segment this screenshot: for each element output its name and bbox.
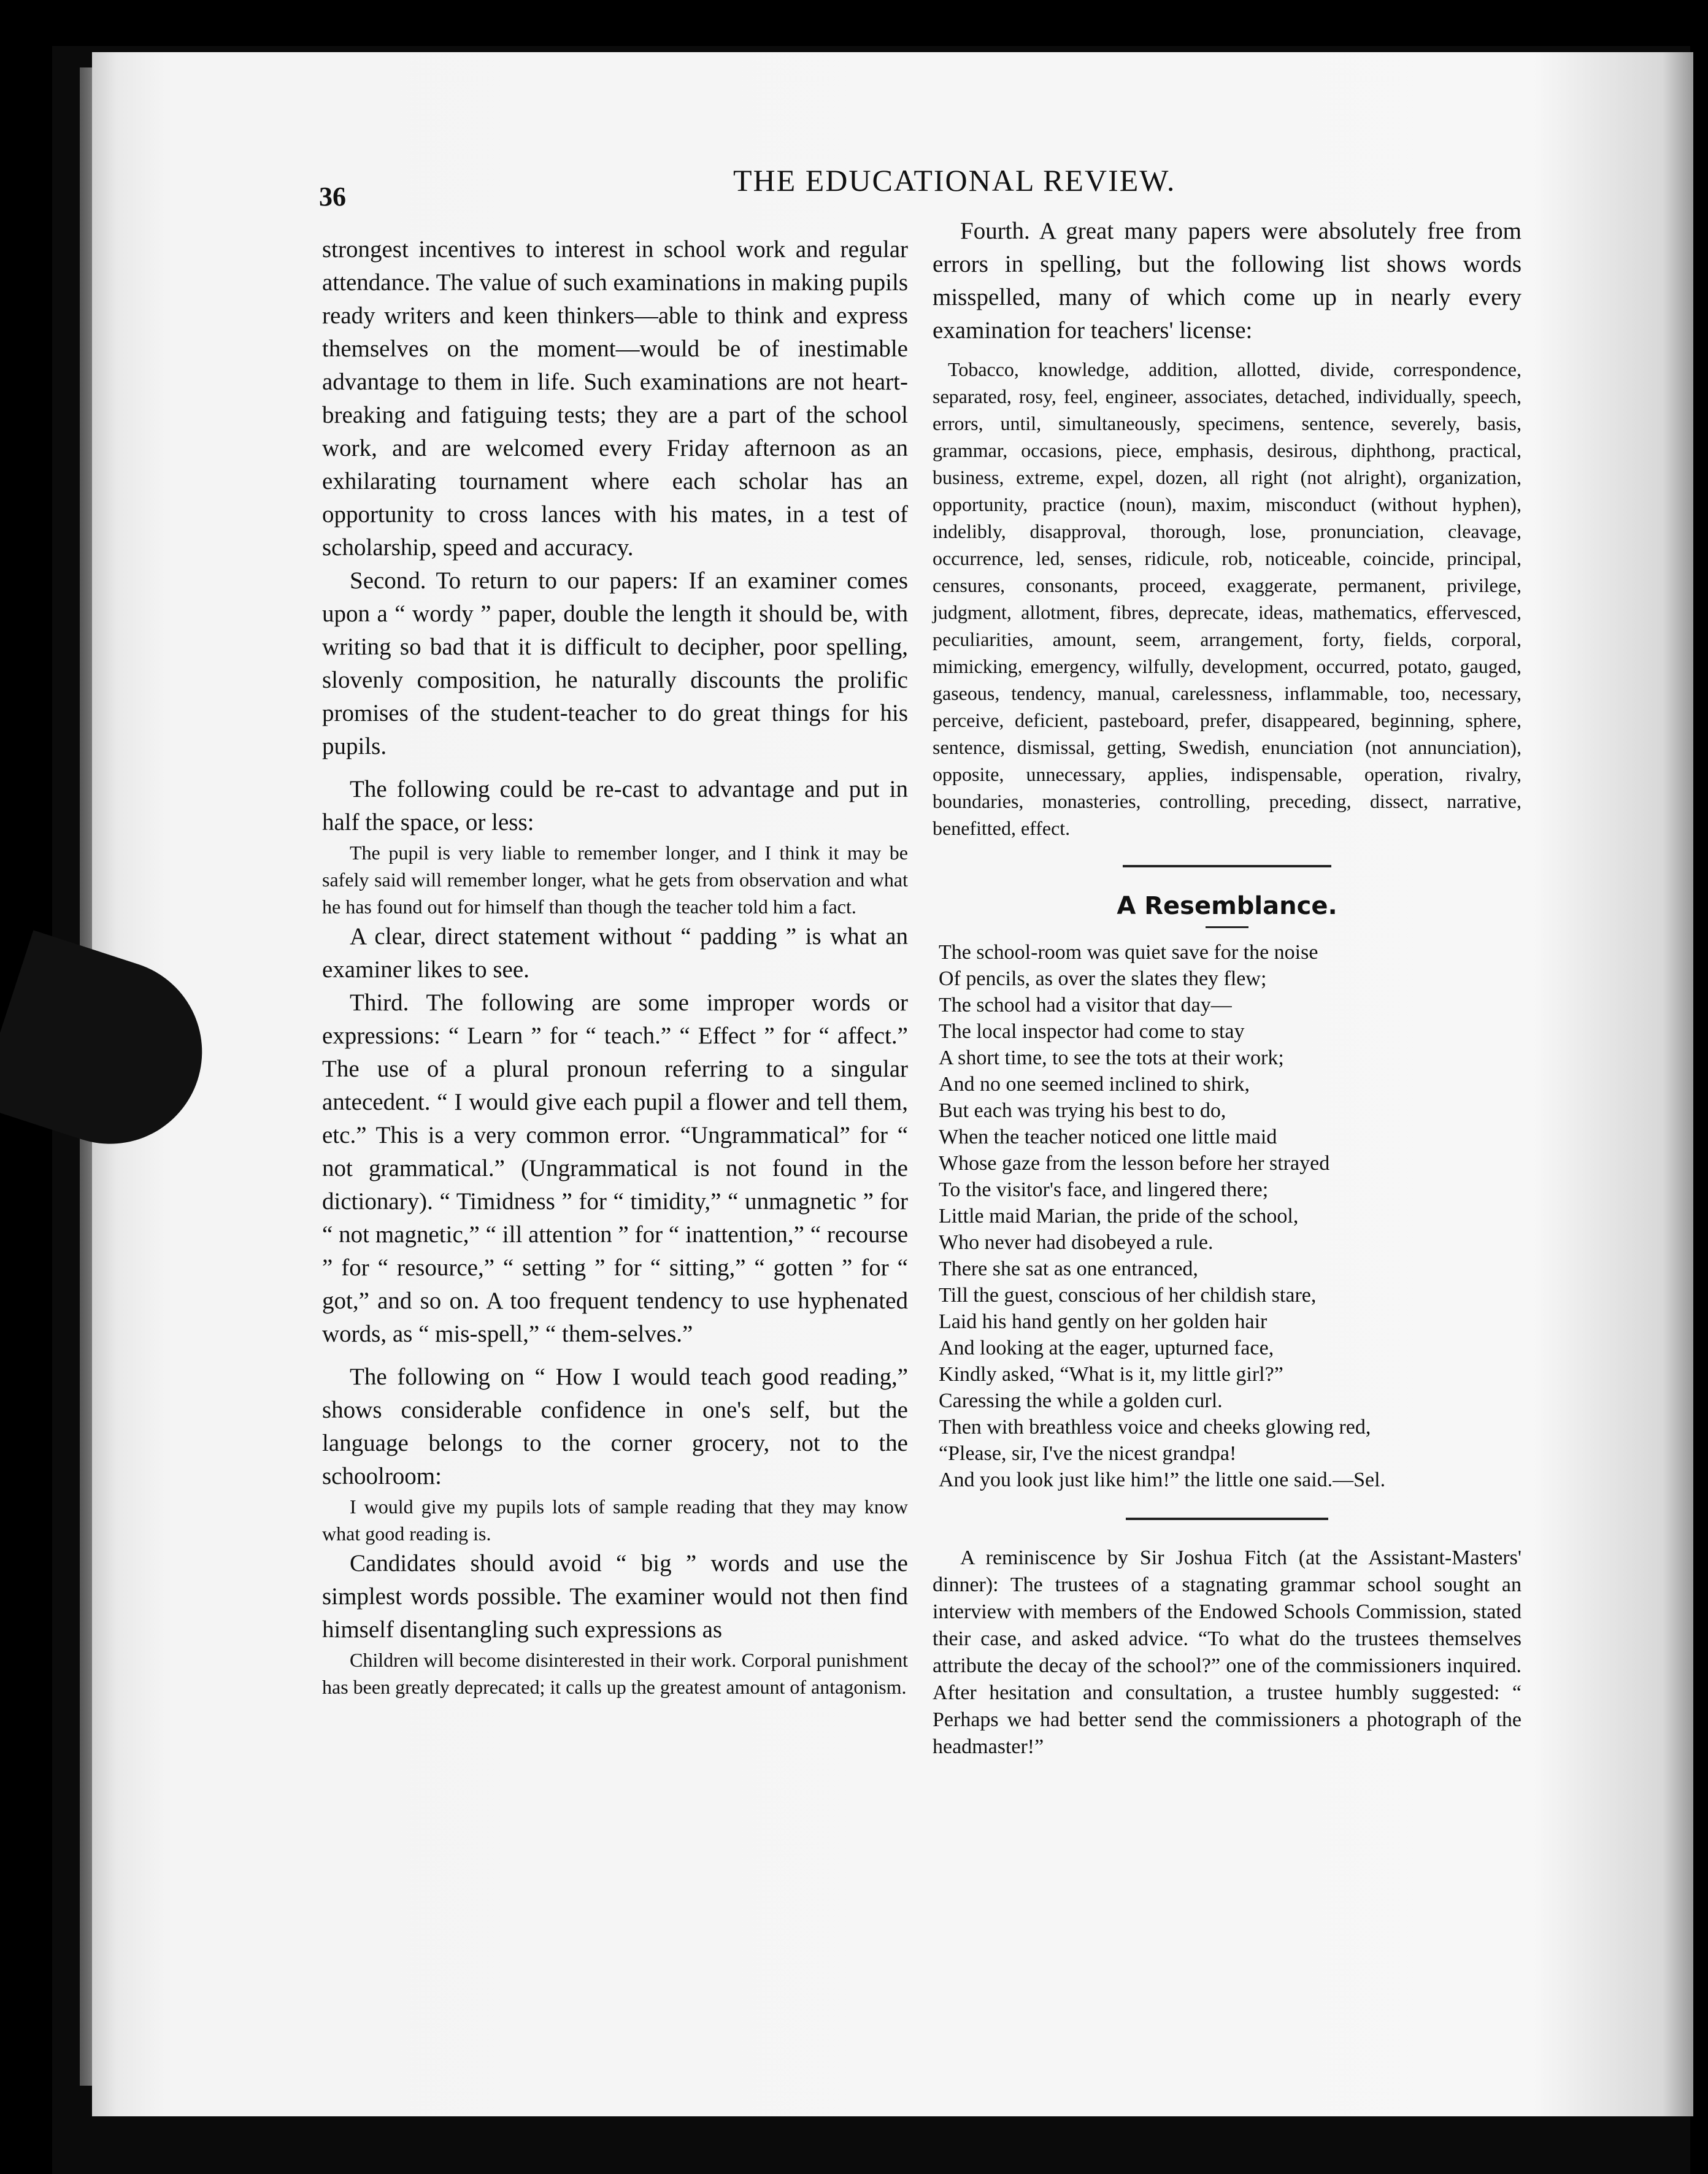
poem-line: Kindly asked, “What is it, my little girl?”	[939, 1363, 1283, 1386]
paragraph: Candidates should avoid “ big ” words and use the simplest words possible. The examiner would not then find himself disentangling such expressions as	[322, 1550, 908, 1643]
poem	[933, 939, 1521, 1493]
poem-line: Then with breathless voice and cheeks glowing red,	[939, 1416, 1371, 1438]
poem-line: Caressing the while a golden curl.	[939, 1389, 1223, 1412]
paragraph: Second. To return to our papers: If an examiner comes upon a “ wordy ” paper, double the length it should be, with writing so bad that it is difficult to decipher, poor spelling, slovenly composition, he naturally discounts the prolific promises of the student-teacher to do great things for his pupils.	[322, 567, 908, 759]
poem-line: And no one seemed inclined to shirk,	[939, 1073, 1250, 1096]
left-column	[322, 233, 908, 1700]
poem-line: Laid his hand gently on her golden hair	[939, 1310, 1268, 1333]
journal-title: THE EDUCATIONAL REVIEW.	[733, 163, 1176, 198]
example-quote: The pupil is very liable to remember longer, and I think it may be safely said will remember longer, what he gets from observation and what he has found out for himself than though the teacher told him a fact.	[322, 842, 908, 918]
poem-line: Little maid Marian, the pride of the school,	[939, 1205, 1299, 1227]
anecdote	[933, 1545, 1521, 1761]
anecdote-text: A reminiscence by Sir Joshua Fitch (at the Assistant-Masters' dinner): The trustees of a stagnating grammar school sought an interview with members of the Endowed Schools Commission, stated their case, and asked advice. “To what do the trustees themselves attribute the decay of the school?” one of the commissioners inquired. After hesitation and consultation, a trustee humbly suggested: “ Perhaps we had better send the commissioners a photograph of the headmaster!”	[933, 1546, 1521, 1758]
poem-line: There she sat as one entranced,	[939, 1258, 1198, 1280]
paragraph: The following could be re-cast to advantage and put in half the space, or less:	[322, 776, 908, 835]
example-quote: I would give my pupils lots of sample reading that they may know what good reading is.	[322, 1496, 908, 1545]
poem-line: The local inspector had come to stay	[939, 1020, 1245, 1043]
poem-line: The school had a visitor that day—	[939, 994, 1232, 1016]
paragraph: A clear, direct statement without “ padding ” is what an examiner likes to see.	[322, 923, 908, 983]
poem-line: And looking at the eager, upturned face,	[939, 1337, 1274, 1359]
poem-line: When the teacher noticed one little maid	[939, 1126, 1277, 1148]
poem-line: “Please, sir, I've the nicest grandpa!	[939, 1442, 1237, 1465]
poem-line: But each was trying his best to do,	[939, 1099, 1226, 1122]
title-underline	[1206, 926, 1248, 928]
poem-line: To the visitor's face, and lingered there;	[939, 1178, 1269, 1201]
misspelled-word-list: Tobacco, knowledge, addition, allotted, divide, correspondence, separated, rosy, feel, engineer, associates, detached, individually, speech, errors, until, simultaneously, specimens, sentence, severely, basis, grammar, occasions, piece, emphasis, desirous, diphthong, practical, business, extreme, expel, dozen, all right (not alright), organization, opportunity, practice (noun), maxim, misconduct (without hyphen), indelibly, disapproval, thorough, lose, pronunciation, cleavage, occurrence, led, senses, ridicule, rob, noticeable, coincide, principal, censures, consonants, proceed, exaggerate, permanent, privilege, judgment, allotment, fibres, deprecate, ideas, mathematics, effervesced, peculiarities, amount, seem, arrangement, forty, fields, corporal, mimicking, emergency, wilfully, development, occurred, potato, gauged, gaseous, tendency, manual, carelessness, inflammable, too, necessary, perceive, deficient, pasteboard, prefer, disappeared, beginning, sphere, sentence, dismissal, getting, Swedish, enunciation (not annunciation), opposite, unnecessary, applies, indispensable, operation, rivalry, boundaries, monasteries, controlling, preceding, dissect, narrative, benefitted, effect.	[933, 358, 1521, 839]
poem-line: Whose gaze from the lesson before her strayed	[939, 1152, 1330, 1175]
page-number: 36	[319, 182, 346, 212]
right-column	[933, 215, 1521, 1761]
poem-line: Who never had disobeyed a rule.	[939, 1231, 1214, 1254]
paragraph: The following on “ How I would teach good reading,” shows considerable confidence in one's self, but the language belongs to the corner grocery, not to the schoolroom:	[322, 1364, 908, 1489]
poem-title: A Resemblance.	[1117, 892, 1337, 920]
poem-line: Till the guest, conscious of her childish stare,	[939, 1284, 1317, 1307]
example-quote: Children will become disinterested in their work. Corporal punishment has been greatly deprecated; it calls up the greatest amount of antagonism.	[322, 1649, 908, 1698]
section-divider	[1123, 865, 1331, 867]
paragraph: Third. The following are some improper words or expressions: “ Learn ” for “ teach.” “ Effect ” for “ affect.” The use of a plural pronoun referring to a singular antecedent. “ I would give each pupil a flower and tell them, etc.” This is a very common error. “Ungrammatical” for “ not grammatical.” (Ungrammatical is not found in the dictionary). “ Timidness ” for “ timidity,” “ unmagnetic ” for “ not magnetic,” “ ill attention ” for “ inattention,” “ recourse ” for “ resource,” “ setting ” for “ sitting,” “ gotten ” for “ got,” and so on. A too frequent tendency to use hyphenated words, as “ mis-spell,” “ them-selves.”	[322, 989, 908, 1347]
poem-line: And you look just like him!” the little one said.—Sel.	[939, 1469, 1386, 1491]
poem-line: Of pencils, as over the slates they flew;	[939, 967, 1267, 990]
paragraph: Fourth. A great many papers were absolutely free from errors in spelling, but the following list shows words misspelled, many of which come up in nearly every examination for teachers' license:	[933, 218, 1521, 344]
poem-line: A short time, to see the tots at their work;	[939, 1047, 1284, 1069]
poem-line: The school-room was quiet save for the noise	[939, 941, 1318, 964]
paragraph: strongest incentives to interest in school work and regular attendance. The value of such examinations in making pupils ready writers and keen thinkers—able to think and express themselves on the moment—would be of inestimable advantage to them in life. Such examinations are not heart-breaking and fatiguing tests; they are a part of the school work, and are welcomed every Friday afternoon as an exhilarating tournament where each scholar has an opportunity to cross lances with his mates, in a test of scholarship, speed and accuracy.	[322, 236, 908, 561]
section-divider	[1126, 1518, 1328, 1520]
